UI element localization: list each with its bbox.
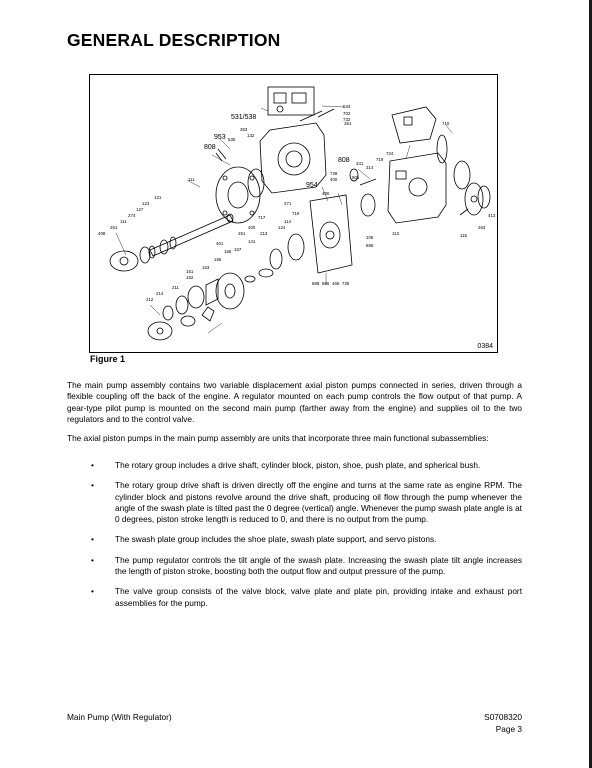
list-item bbox=[67, 555, 522, 578]
svg-text:124: 124 bbox=[278, 225, 286, 230]
svg-text:114: 114 bbox=[284, 219, 291, 224]
svg-text:153: 153 bbox=[202, 265, 210, 270]
svg-text:111: 111 bbox=[120, 219, 127, 224]
cylinder-block bbox=[216, 273, 244, 309]
exploded-view-figure bbox=[89, 74, 498, 353]
gear-pump bbox=[392, 107, 436, 143]
list-item bbox=[67, 534, 522, 545]
page-title: GENERAL DESCRIPTION bbox=[67, 30, 281, 50]
svg-text:214: 214 bbox=[156, 291, 164, 296]
bullet-marker: • bbox=[91, 554, 94, 565]
list-item-text: The swash plate group includes the shoe plate, swash plate support, and servo pistons. bbox=[115, 534, 437, 545]
pump-exploded-diagram bbox=[90, 75, 499, 354]
svg-text:534: 534 bbox=[343, 104, 351, 109]
svg-text:121: 121 bbox=[154, 195, 162, 200]
svg-text:710: 710 bbox=[442, 121, 450, 126]
svg-text:901: 901 bbox=[352, 175, 360, 180]
svg-text:351: 351 bbox=[344, 121, 352, 126]
end-cover-plate bbox=[465, 183, 483, 215]
svg-text:157: 157 bbox=[234, 247, 242, 252]
footer-page-number: Page 3 bbox=[495, 723, 522, 734]
svg-text:535: 535 bbox=[228, 137, 236, 142]
svg-text:531/538: 531/538 bbox=[231, 114, 257, 121]
figure-caption: Figure 1 bbox=[90, 354, 126, 364]
svg-text:408: 408 bbox=[98, 231, 106, 236]
svg-text:719: 719 bbox=[376, 157, 384, 162]
svg-text:886: 886 bbox=[366, 243, 374, 248]
svg-text:156: 156 bbox=[224, 249, 232, 254]
svg-text:261: 261 bbox=[110, 225, 118, 230]
svg-text:115: 115 bbox=[460, 233, 467, 238]
svg-text:111: 111 bbox=[188, 177, 195, 182]
svg-text:263: 263 bbox=[478, 225, 486, 230]
svg-text:353: 353 bbox=[240, 127, 248, 132]
svg-text:953: 953 bbox=[214, 134, 226, 141]
list-item-text: The valve group consists of the valve block, valve plate and plate pin, providing intake and exhaust port assemblies for the pump. bbox=[115, 586, 522, 608]
svg-text:152: 152 bbox=[186, 275, 194, 280]
svg-text:886: 886 bbox=[322, 281, 330, 286]
svg-text:400: 400 bbox=[248, 225, 256, 230]
bullet-marker: • bbox=[91, 534, 94, 545]
svg-text:702: 702 bbox=[343, 111, 351, 116]
list-item bbox=[67, 586, 522, 609]
paragraph-subassemblies: The axial piston pumps in the main pump assembly are units that incorporate three main functional subassemblies: bbox=[67, 433, 489, 443]
svg-text:888: 888 bbox=[312, 281, 320, 286]
footer-doc-number: S0708320 bbox=[484, 712, 522, 722]
bullet-marker: • bbox=[91, 586, 94, 597]
list-item-text: The rotary group includes a drive shaft, cylinder block, piston, shoe, push plate, and spherical bush. bbox=[115, 460, 481, 470]
list-item-text: The rotary group drive shaft is driven directly off the engine and turns at the same rate as engine RPM. The cylinder block and pistons revolve around the drive shaft, producing oil flow through the pump whenever the angle of the swash plate is tilted past the 0 degree (vertical) angle. Whenever the pump swash plate angle is at 0 degrees, piston stroke length is reduced to 0, and there is no output from the pump. bbox=[115, 480, 522, 525]
bullet-marker: • bbox=[91, 460, 94, 470]
footer-section-title: Main Pump (With Regulator) bbox=[67, 712, 172, 722]
svg-text:724: 724 bbox=[386, 151, 394, 156]
svg-text:314: 314 bbox=[366, 165, 374, 170]
svg-text:123: 123 bbox=[142, 201, 150, 206]
svg-text:212: 212 bbox=[146, 297, 154, 302]
paragraph-intro: The main pump assembly contains two variable displacement axial piston pumps connected in series, driven through a flexible coupling off the back of the engine. A regulator mounted on each pump controls the flow output of that pump. A gear-type pilot pump is mounted on the second main pump (farther away from the engine) and supplies oil to the two regulators and to the control valve. bbox=[67, 380, 522, 424]
svg-text:251: 251 bbox=[238, 231, 246, 236]
figure-id: 0384 bbox=[477, 343, 493, 350]
svg-text:341: 341 bbox=[356, 161, 364, 166]
regulator-block-top bbox=[268, 87, 314, 115]
coupling-disc bbox=[110, 251, 138, 271]
svg-text:717: 717 bbox=[258, 215, 266, 220]
list-item-text: The pump regulator controls the tilt angle of the swash plate. Increasing the swash plate tilt angle increases the length of piston stroke, boosting both the output flow and output pressure of the pump. bbox=[115, 554, 522, 577]
svg-text:490: 490 bbox=[322, 191, 330, 196]
svg-text:400: 400 bbox=[330, 177, 338, 182]
svg-text:466: 466 bbox=[332, 281, 340, 286]
svg-text:211: 211 bbox=[172, 285, 179, 290]
svg-text:132: 132 bbox=[247, 133, 255, 138]
svg-text:106: 106 bbox=[366, 235, 374, 240]
svg-text:213: 213 bbox=[260, 231, 268, 236]
svg-text:954: 954 bbox=[306, 182, 318, 189]
footer-page-info bbox=[484, 712, 522, 735]
swash-plate bbox=[148, 322, 172, 340]
subassembly-list bbox=[67, 460, 522, 618]
svg-text:728: 728 bbox=[342, 281, 350, 286]
svg-text:732: 732 bbox=[343, 117, 351, 122]
drive-shaft bbox=[150, 215, 233, 256]
svg-text:274: 274 bbox=[128, 213, 136, 218]
svg-text:151: 151 bbox=[186, 269, 194, 274]
svg-text:113: 113 bbox=[392, 231, 399, 236]
svg-text:728: 728 bbox=[330, 171, 338, 176]
svg-text:141: 141 bbox=[248, 239, 256, 244]
svg-text:808: 808 bbox=[338, 157, 350, 164]
pilot-pump bbox=[388, 153, 446, 223]
bullet-marker: • bbox=[91, 480, 94, 491]
svg-text:271: 271 bbox=[284, 201, 292, 206]
valve-block bbox=[310, 195, 352, 273]
svg-text:401: 401 bbox=[216, 241, 224, 246]
svg-text:719: 719 bbox=[292, 211, 300, 216]
svg-text:165: 165 bbox=[214, 257, 222, 262]
svg-text:127: 127 bbox=[136, 207, 144, 212]
list-item bbox=[67, 480, 522, 525]
svg-text:413: 413 bbox=[488, 213, 496, 218]
svg-text:808: 808 bbox=[204, 144, 216, 151]
list-item bbox=[67, 460, 522, 471]
